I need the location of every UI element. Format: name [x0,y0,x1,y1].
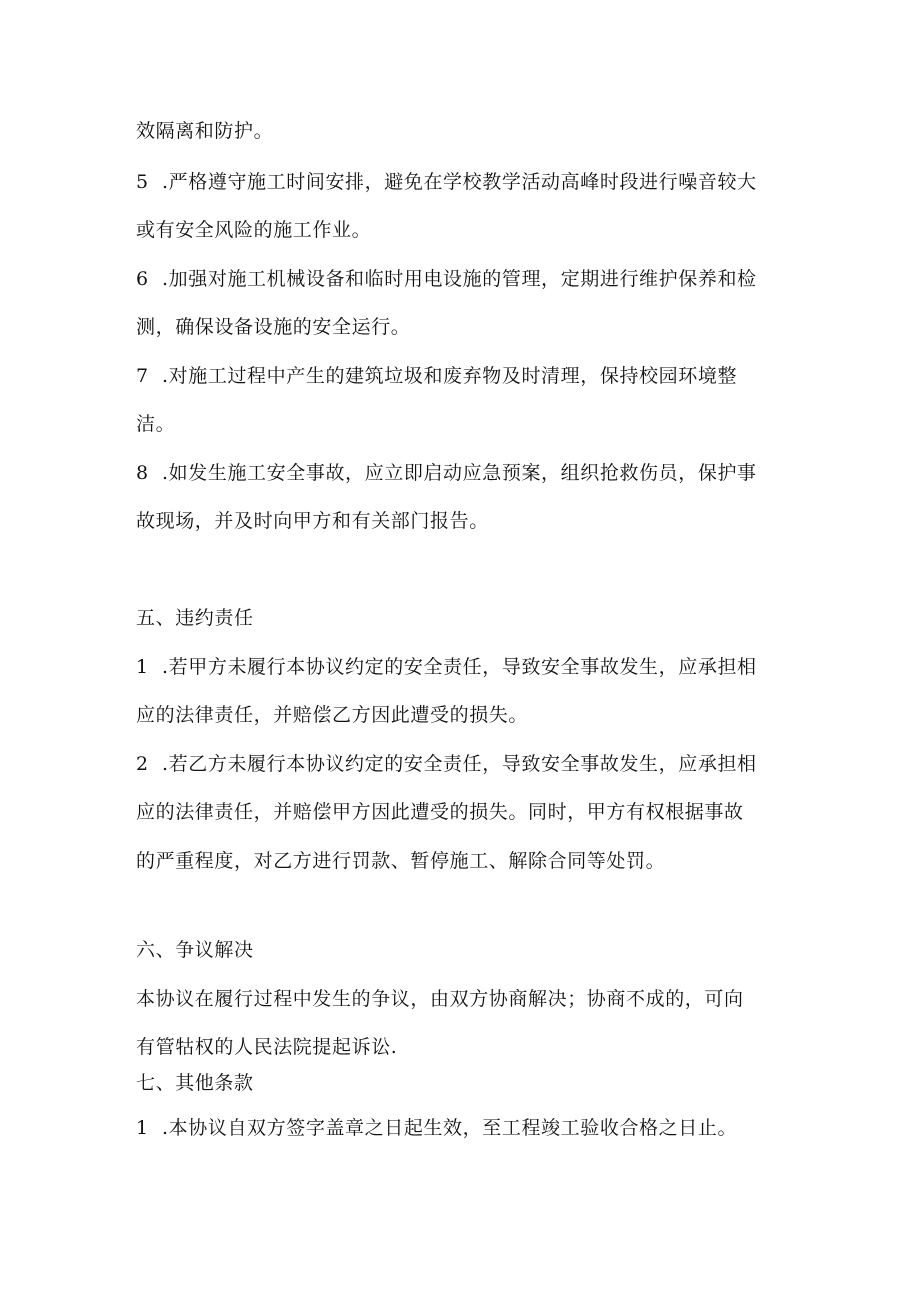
text-line [136,800,744,824]
item-number: 1 [136,1117,149,1139]
text-line [136,703,528,727]
line-text: .对施工过程中产生的建筑垃圾和废弃物及时清理，保持校园环境整 [162,365,738,387]
list-item [136,1116,737,1140]
item-number: 8 [136,462,149,484]
line-text: 洁。 [136,413,176,435]
line-text: .如发生施工安全事故，应立即启动应急预案，组织抢救伤员，保护事 [162,462,757,484]
heading-text: 七、其他条款 [136,1072,254,1094]
line-text: .加强对施工机械设备和临时用电设施的管理，定期进行维护保养和检 [162,268,757,290]
line-text: 本协议在履行过程中发生的争议，由双方协商解决；协商不成的，可向 [136,988,744,1010]
text-line [136,1035,397,1059]
section-heading [136,1071,254,1095]
line-text: 故现场，并及时向甲方和有关部门报告。 [136,510,489,532]
text-line [136,987,744,1011]
list-item [136,170,757,194]
item-number: 6 [136,268,149,290]
line-text: .若甲方未履行本协议约定的安全责任，导致安全事故发生，应承担相 [162,656,757,678]
line-text: 应的法律责任，并赔偿甲方因此遭受的损失。同时，甲方有权根据事故 [136,801,744,823]
item-number: 5 [136,171,149,193]
list-item [136,752,757,776]
heading-text: 六、争议解决 [136,939,254,961]
line-text: 或有安全风险的施工作业。 [136,219,372,241]
list-item [136,267,757,291]
text-line [136,509,489,533]
line-text: 应的法律责任，并赔偿乙方因此遭受的损失。 [136,704,529,726]
line-text: 的严重程度，对乙方进行罚款、暂停施工、解除合同等处罚。 [136,850,666,872]
list-item [136,364,737,388]
line-text: 测，确保设备设施的安全运行。 [136,316,411,338]
line-text: .本协议自双方签字盖章之日起生效，至工程竣工验收合格之日止。 [162,1117,738,1139]
line-text: 有管牯权的人民法院提起诉讼. [136,1036,398,1058]
text-line [136,315,410,339]
item-number: 7 [136,365,149,387]
text-line [136,412,175,436]
item-number: 2 [136,753,149,775]
list-item [136,461,757,485]
list-item [136,655,757,679]
item-number: 1 [136,656,149,678]
text-line [136,849,665,873]
text-line [136,119,273,143]
line-text: .严格遵守施工时间安排，避免在学校教学活动高峰时段进行噪音较大 [162,171,757,193]
heading-text: 五、违约责任 [136,607,254,629]
section-heading [136,938,254,962]
text-line [136,218,371,242]
line-text: 效隔离和防护。 [136,120,274,142]
section-heading [136,606,254,630]
line-text: .若乙方未履行本协议约定的安全责任，导致安全事故发生，应承担相 [162,753,757,775]
